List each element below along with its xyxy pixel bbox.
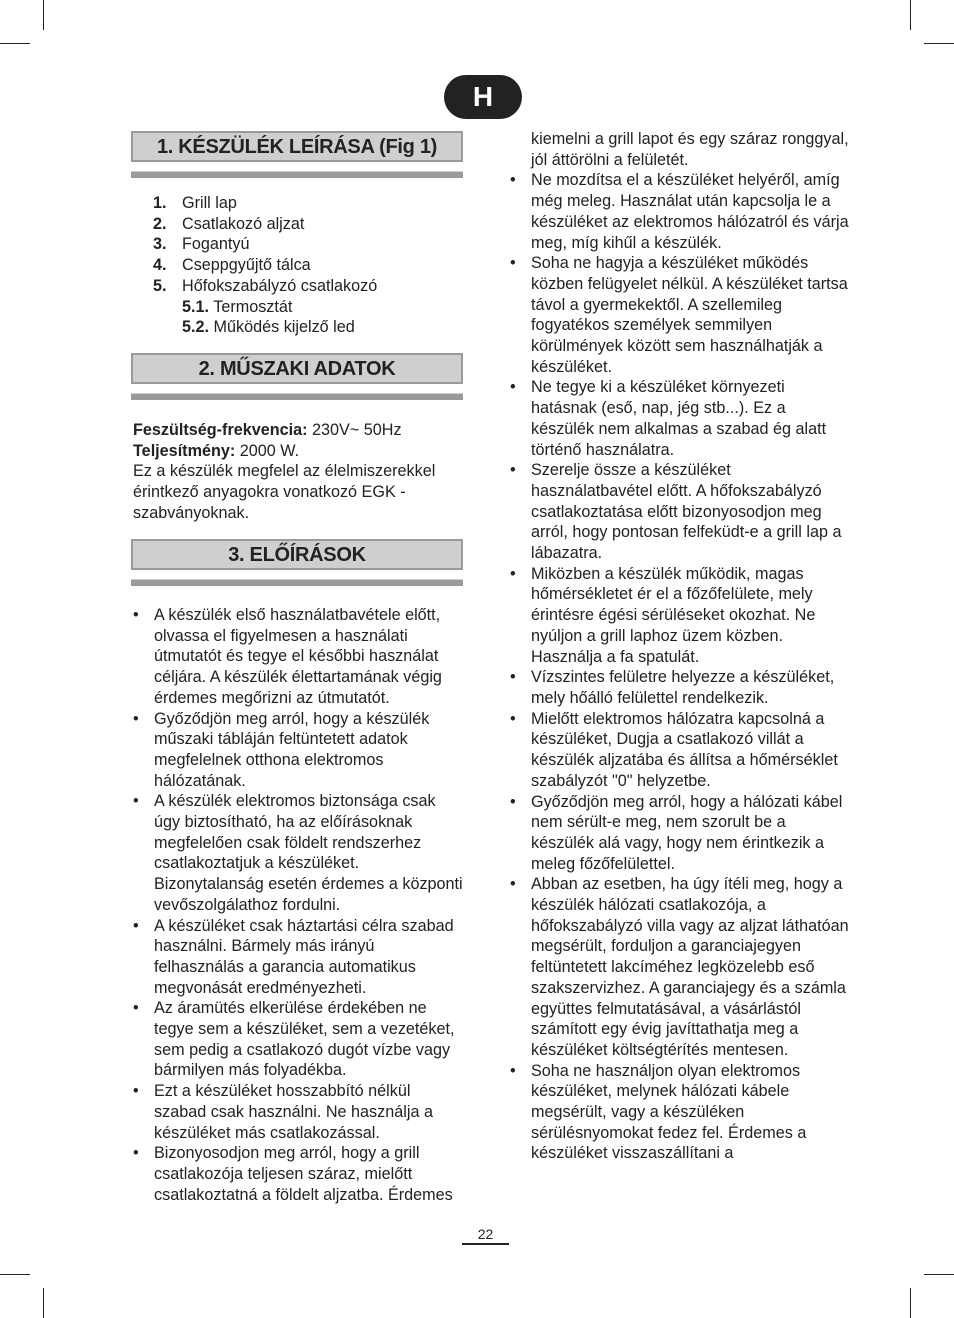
crop-mark: [0, 1274, 30, 1275]
list-item: • Bizonyosodjon meg arról, hogy a grill csatlakozója teljesen száraz, mielőtt csatlakoztatná a földelt aljzatba. Érdemes: [133, 1143, 465, 1205]
technical-data: [133, 420, 463, 524]
crop-mark: [924, 43, 954, 44]
crop-mark: [43, 0, 44, 30]
list-subitem: 5.2. Működés kijelző led: [182, 318, 355, 337]
list-item: 1. Grill lap: [153, 194, 237, 212]
section-1-header: [131, 131, 463, 178]
list-item: • Szerelje össze a készüléket használatbavétel előtt. A hőfokszabályzó csatlakoztatása előtt bizonyosodjon meg arról, hogy pontosan felfeküdt-e a grill lap a lábazatra.: [510, 460, 850, 564]
compliance-note: Ez a készülék megfelel az élelmiszerekkel érintkező anyagokra vonatkozó EGK - szabványoknak.: [133, 462, 436, 522]
language-badge: H: [444, 75, 522, 119]
list-item: • A készülék elektromos biztonsága csak úgy biztosítható, ha az előírásoknak megfelelően csak földelt rendszerhez csatlakoztatjuk a készüléket. Bizonytalanság esetén érdemes a központi vevőszolgálathoz fordulni.: [133, 791, 465, 915]
list-item: • Vízszintes felületre helyezze a készüléket, mely hőálló felülettel rendelkezik.: [510, 667, 850, 708]
list-item: • Miközben a készülék működik, magas hőmérsékletet ér el a főzőfelülete, mely érintésre égési sérüléseket okozhat. Ne nyúljon a grill laphoz üzem közben. Használja a fa spatulát.: [510, 564, 850, 668]
section-divider: [131, 393, 463, 400]
list-item: • Ne tegye ki a készüléket környezeti hatásnak (eső, nap, jég stb...). Ez a készülék nem alkalmas a szabad ég alatt történő használatra.: [510, 377, 850, 460]
list-item: 5. Hőfokszabályzó csatlakozó: [153, 276, 378, 295]
section-2-title: 2. MŰSZAKI ADATOK: [131, 353, 463, 384]
section-1-title: 1. KÉSZÜLÉK LEÍRÁSA (Fig 1): [131, 131, 463, 162]
list-subitem: 5.1. Termosztát: [182, 297, 293, 316]
safety-list: [133, 605, 465, 1205]
list-item: 2. Csatlakozó aljzat: [153, 214, 305, 233]
safety-list-continued: [510, 170, 850, 1164]
section-2-header: [131, 353, 463, 400]
page-number: 22: [462, 1226, 509, 1245]
parts-list: [153, 193, 377, 338]
list-item: 4. Cseppgyűjtő tálca: [153, 256, 311, 275]
list-item: • A készülék első használatbavétele előtt, olvassa el figyelmesen a használati útmutatót és tegye el későbbi használat céljára. A készülék élettartamának végig érdemes megőrizni az útmutatót.: [133, 605, 465, 709]
power-line: Teljesítmény: 2000 W.: [133, 441, 300, 460]
list-item: • Győződjön meg arról, hogy a készülék műszaki tábláján feltüntetett adatok megfelelnek otthona elektromos hálózatának.: [133, 709, 465, 792]
section-divider: [131, 579, 463, 586]
crop-mark: [910, 0, 911, 30]
list-item: • Az áramütés elkerülése érdekében ne tegye sem a készüléket, sem a vezetéket, sem pedig a csatlakozó dugót vízbe vagy bármilyen más folyadékba.: [133, 998, 465, 1081]
right-column: [510, 129, 850, 1164]
section-3-title: 3. ELŐÍRÁSOK: [131, 539, 463, 570]
list-item: • A készüléket csak háztartási célra szabad használni. Bármely más irányú felhasználás a garancia automatikus megvonását eredményezheti.: [133, 916, 465, 999]
crop-mark: [910, 1288, 911, 1318]
list-item: • Ne mozdítsa el a készüléket helyéről, amíg még meleg. Használat után kapcsolja le a készüléket az elektromos hálózatról és várja meg, míg kihűl a készülék.: [510, 170, 850, 253]
continued-text: kiemelni a grill lapot és egy száraz ronggyal, jól áttörölni a felületét.: [531, 130, 849, 169]
section-divider: [131, 171, 463, 178]
list-item: • Abban az esetben, ha úgy ítéli meg, hogy a készülék hálózati csatlakozója, a hőfokszabályzó villa vagy az aljzat láthatóan megsérült, forduljon a garanciajegyen feltüntetett lakcíméhez legközelebb eső szakszervizhez. A garanciajegy és a számla együttes felmutatásával, a vásárlástól számított egy évig javíttathatja meg a készüléket költségtérítés mentesen.: [510, 874, 850, 1060]
section-3-header: [131, 539, 463, 586]
list-item: • Soha ne használjon olyan elektromos készüléket, melynek hálózati kábele megsérült, vagy a készüléken sérülésnyomokat fedez fel. Érdemes a készüléket visszaszállítani a: [510, 1061, 850, 1165]
list-item: • Soha ne hagyja a készüléket működés közben felügyelet nélkül. A készüléket tartsa távol a gyermekektől. A szellemileg fogyatékos személyek semmilyen körülmények között sem használhatják a készüléket.: [510, 253, 850, 377]
crop-mark: [0, 43, 30, 44]
left-column: [133, 605, 465, 1205]
list-item: • Ezt a készüléket hosszabbító nélkül szabad csak használni. Ne használja a készüléket más csatlakozással.: [133, 1081, 465, 1143]
list-item: • Mielőtt elektromos hálózatra kapcsolná a készüléket, Dugja a csatlakozó villát a készülék aljzatába és állítsa a hőmérséklet szabályzót "0" helyzetbe.: [510, 709, 850, 792]
list-item: • Győződjön meg arról, hogy a hálózati kábel nem sérült-e meg, nem szorult be a készülék alá vagy, hogy nem érintkezik a meleg főzőfelülettel.: [510, 792, 850, 875]
voltage-line: Feszültség-frekvencia: 230V~ 50Hz: [133, 421, 402, 439]
list-item: 3. Fogantyú: [153, 235, 250, 254]
crop-mark: [924, 1274, 954, 1275]
crop-mark: [43, 1288, 44, 1318]
